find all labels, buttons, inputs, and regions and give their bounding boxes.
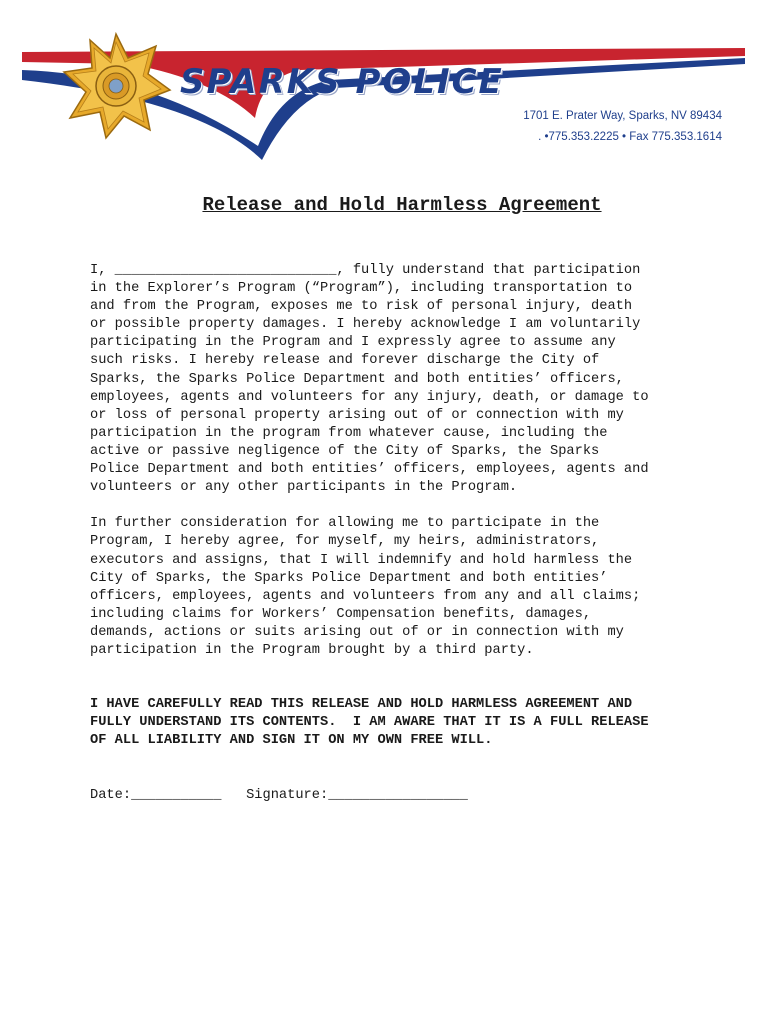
text-line: OF ALL LIABILITY AND SIGN IT ON MY OWN FREE WILL. (90, 733, 493, 749)
text-line: volunteers or any other participants in the Program. (90, 480, 518, 496)
acknowledgement-paragraph (90, 696, 730, 750)
text-line: In further consideration for allowing me to participate in the (90, 516, 600, 532)
text-line: employees, agents and volunteers for any injury, death, or damage to (90, 389, 649, 405)
text-line: participation in the Program brought by a third party. (90, 642, 534, 658)
address-line: 1701 E. Prater Way, Sparks, NV 89434 (523, 110, 722, 122)
letterhead (0, 0, 770, 170)
text-line: such risks. I hereby release and forever discharge the City of (90, 353, 600, 369)
text-line: including claims for Workers’ Compensation benefits, damages, (90, 606, 592, 622)
text-line: I HAVE CAREFULLY READ THIS RELEASE AND HOLD HARMLESS AGREEMENT AND (90, 697, 633, 713)
text-line: participation in the program from whatever cause, including the (90, 425, 608, 441)
text-line: participating in the Program and I expressly agree to assume any (90, 335, 616, 351)
agreement-body (90, 262, 730, 805)
date-signature-line[interactable]: Date:___________ Signature:_________________ (90, 787, 468, 803)
text-line: Program, I hereby agree, for myself, my heirs, administrators, (90, 534, 600, 550)
org-name: SPARKS POLICE (180, 62, 504, 102)
text-line: or possible property damages. I hereby acknowledge I am voluntarily (90, 317, 641, 333)
text-line: demands, actions or suits arising out of or in connection with my (90, 624, 624, 640)
text-line: I, ___________________________, fully understand that participation (90, 263, 641, 278)
phone-fax-line: . •775.353.2225 • Fax 775.353.1614 (538, 131, 722, 143)
text-line: and from the Program, exposes me to risk of personal injury, death (90, 299, 633, 315)
police-badge-star-icon (64, 34, 170, 138)
text-line: or loss of personal property arising out of or connection with my (90, 407, 624, 423)
release-paragraph (90, 262, 730, 497)
text-line: FULLY UNDERSTAND ITS CONTENTS. I AM AWARE THAT IT IS A FULL RELEASE (90, 715, 649, 731)
indemnity-paragraph (90, 515, 730, 660)
text-line: executors and assigns, that I will indemnify and hold harmless the (90, 552, 633, 568)
text-line: Sparks, the Sparks Police Department and both entities’ officers, (90, 371, 624, 387)
text-line: in the Explorer’s Program (“Program”), including transportation to (90, 281, 633, 297)
text-line: officers, employees, agents and volunteers from any and all claims; (90, 588, 641, 604)
document-title: Release and Hold Harmless Agreement (202, 194, 602, 216)
text-line: active or passive negligence of the City of Sparks, the Sparks (90, 443, 600, 459)
text-line: City of Sparks, the Sparks Police Department and both entities’ (90, 570, 608, 586)
text-line: Police Department and both entities’ officers, employees, agents and (90, 462, 649, 478)
